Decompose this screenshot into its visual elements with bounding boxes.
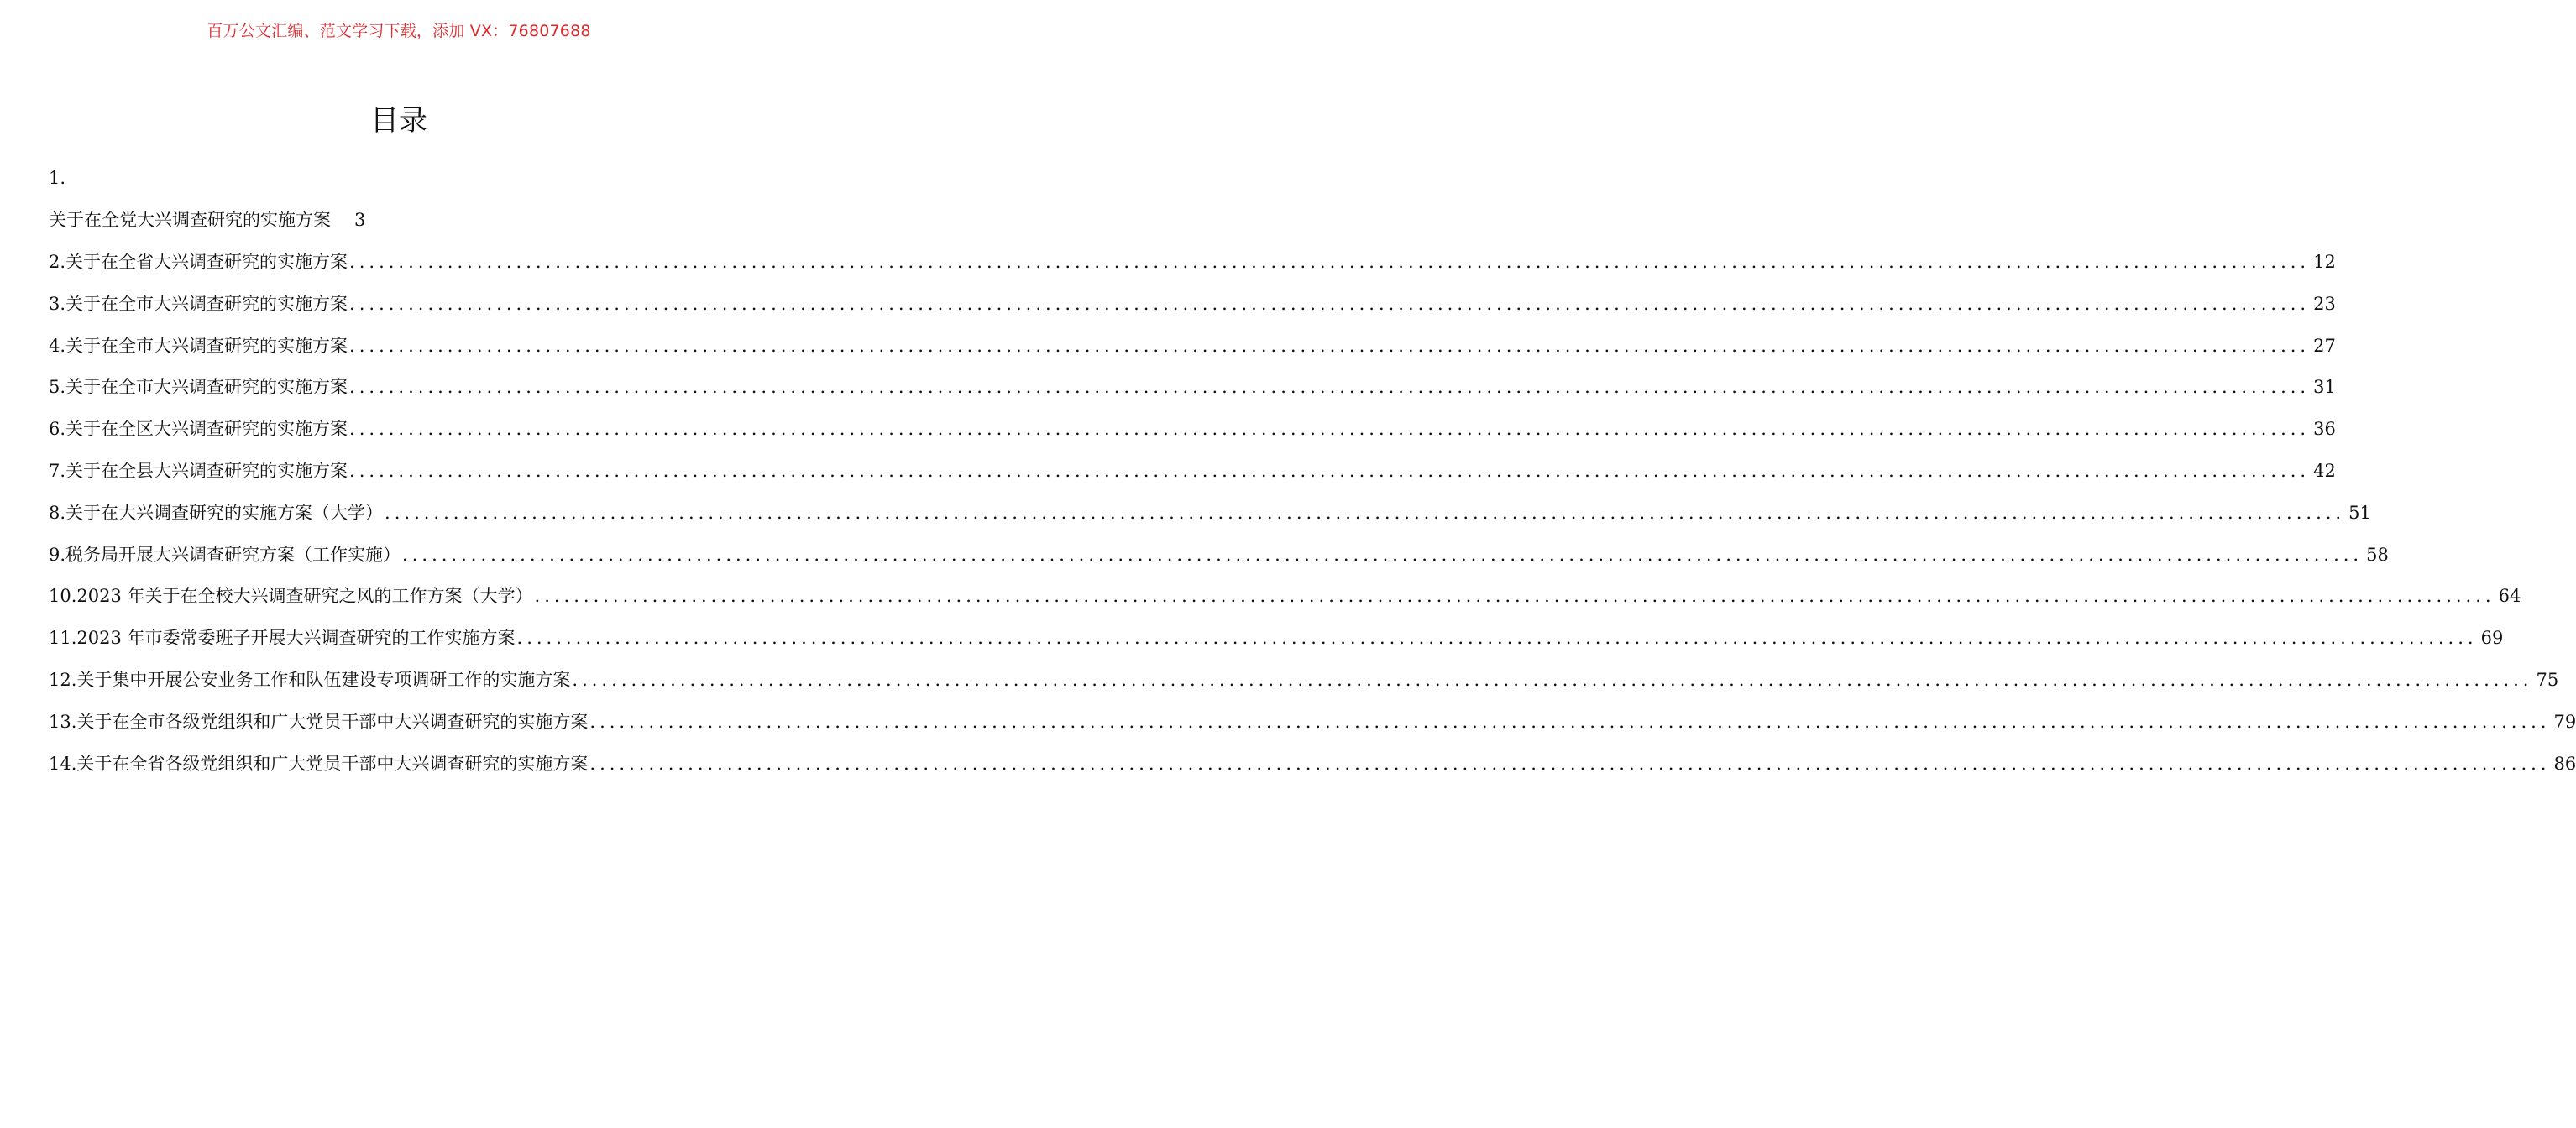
page-title: 目录 [370,104,427,138]
toc-item-text: 关于在全党大兴调查研究的实施方案 [49,210,331,230]
toc-item-text: 13.关于在全市各级党组织和广大党员干部中大兴调查研究的实施方案 [49,712,589,732]
toc-item-text: 8.关于在大兴调查研究的实施方案（大学） [49,503,384,523]
toc-item-text: 12.关于集中开展公安业务工作和队伍建设专项调研工作的实施方案 [49,670,571,690]
toc-page-number: 79 [2553,712,2576,732]
toc-dot-leader: ........................................................................................................................................................................................................ [534,586,2495,606]
toc-item-1[interactable] [49,207,749,232]
toc-dot-leader: ........................................................................................................................................................................................................ [589,712,2551,732]
toc-item-6[interactable] [49,416,2336,441]
header-watermark-text: 百万公文汇编、范文学习下载，添加 VX：76807688 [207,22,591,40]
toc-dot-leader: ........................................................................................................................................................................................................ [349,419,2311,439]
toc-page-number: 12 [2313,252,2336,272]
toc-item-14[interactable] [49,751,2576,776]
toc-item-text: 4.关于在全市大兴调查研究的实施方案 [49,336,348,356]
toc-item-text: 14.关于在全省各级党组织和广大党员干部中大兴调查研究的实施方案 [49,754,589,774]
toc-page-number: 75 [2536,670,2559,690]
toc-item-12[interactable] [49,667,2559,692]
toc-item-10[interactable] [49,583,2521,608]
toc-page-number: 51 [2348,503,2371,523]
toc-item-text: 6.关于在全区大兴调查研究的实施方案 [49,419,348,439]
toc-item-text: 10.2023 年关于在全校大兴调查研究之风的工作方案（大学） [49,586,533,606]
toc-page-number: 27 [2313,336,2336,356]
toc-item-text: 3.关于在全市大兴调查研究的实施方案 [49,294,348,314]
toc-item-text: 2.关于在全省大兴调查研究的实施方案 [49,252,348,272]
toc-item-text: 5.关于在全市大兴调查研究的实施方案 [49,377,348,397]
toc-item-text: 11.2023 年市委常委班子开展大兴调查研究的工作实施方案 [49,628,516,648]
toc-dot-leader: ........................................................................................................................................................................................................ [589,754,2551,774]
toc-item-7[interactable] [49,458,2336,483]
toc-item-11[interactable] [49,625,2504,650]
toc-page-number: 3 [354,210,366,230]
toc-item-13[interactable] [49,709,2576,734]
toc-page-number: 36 [2313,419,2336,439]
toc-page-number: 69 [2480,628,2504,648]
toc-page-number: 42 [2313,461,2336,481]
toc-dot-leader: ........................................................................................................................................................................................................ [385,503,2346,523]
toc-item-9[interactable] [49,542,2389,567]
toc-page-number: 86 [2553,754,2576,774]
toc-dot-leader: ........................................................................................................................................................................................................ [349,252,2311,272]
toc-dot-leader: ........................................................................................................................................................................................................ [349,336,2311,356]
toc-item-8[interactable] [49,500,2371,525]
toc-page-number: 64 [2498,586,2521,606]
toc-page-number: 58 [2366,545,2389,565]
toc-dot-leader: ........................................................................................................................................................................................................ [516,628,2478,648]
toc-item-1-number [49,165,749,191]
toc-page-number: 23 [2313,294,2336,314]
toc-dot-leader: ........................................................................................................................................................................................................ [349,294,2311,314]
toc-dot-leader: ........................................................................................................................................................................................................ [349,461,2311,481]
toc-dot-leader: ........................................................................................................................................................................................................ [349,377,2311,397]
toc-page-number: 31 [2313,377,2336,397]
toc-item-2[interactable] [49,249,2336,274]
toc-number: 1. [49,168,66,188]
toc-item-4[interactable] [49,333,2336,358]
toc-dot-leader: ........................................................................................................................................................................................................ [402,545,2364,565]
toc-dot-leader: ........................................................................................................................................................................................................ [572,670,2533,690]
toc-item-5[interactable] [49,374,2336,400]
toc-item-3[interactable] [49,291,2336,316]
toc-item-text: 7.关于在全县大兴调查研究的实施方案 [49,461,348,481]
toc-item-text: 9.税务局开展大兴调查研究方案（工作实施） [49,545,401,565]
